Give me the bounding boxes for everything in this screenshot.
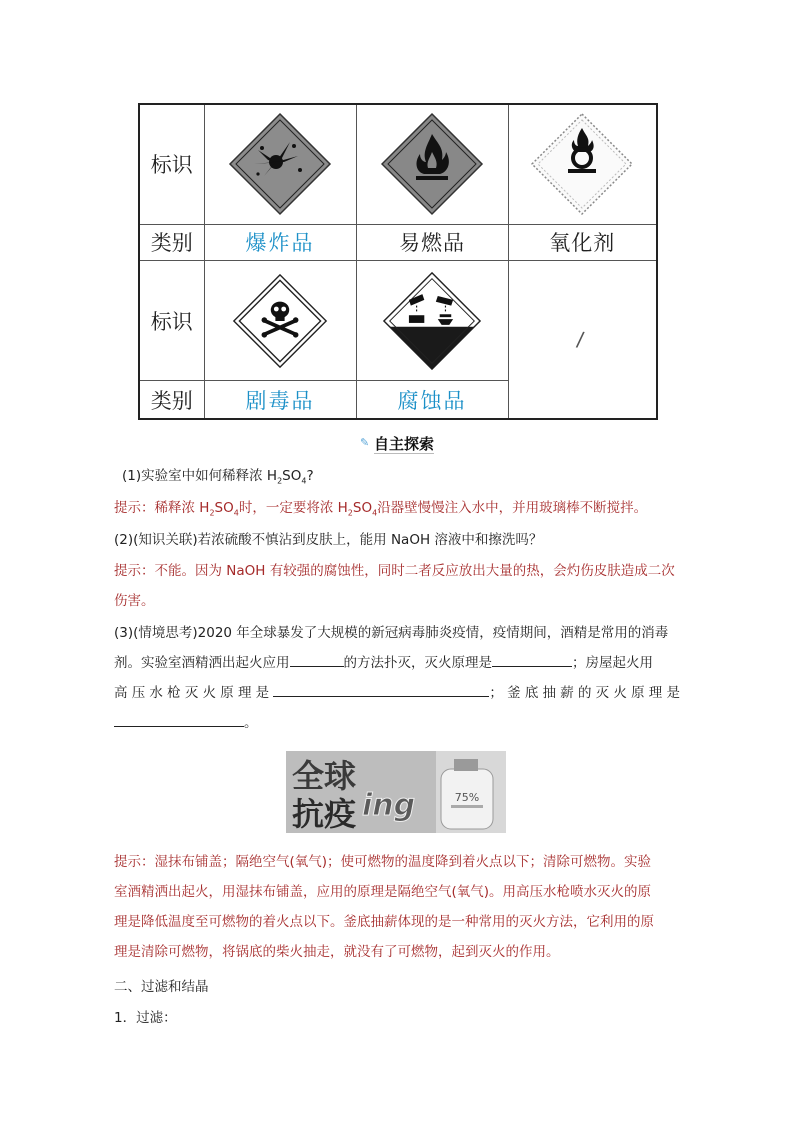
hint-2: 提示：不能。因为 NaOH 有较强的腐蚀性，同时二者反应放出大量的热，会灼伤皮肤造成二次 伤害。 <box>114 563 675 609</box>
empty-cell <box>508 260 657 419</box>
corrosive-icon <box>382 271 482 371</box>
bottle-label: 75% <box>454 791 480 804</box>
category-oxidizer: 氧化剂 <box>508 224 657 260</box>
hint-1: 提示：稀释浓 $H_2SO_4$时，一定要将浓 $H_2SO_4$沿器壁慢慢注入水中，并用玻璃棒不断搅拌。 <box>114 500 648 518</box>
row-label-category: 类别 <box>139 224 204 260</box>
section-heading <box>0 433 794 454</box>
flammable-cell <box>356 104 508 224</box>
answer-blank-3[interactable] <box>273 680 489 697</box>
hint-3: 提示：湿抹布铺盖；隔绝空气(氧气)；使可燃物的温度降到着火点以下；清除可燃物。实验 室酒精洒出起火，用湿抹布铺盖，应用的原理是隔绝空气(氧气)。用高压水枪喷水灭火的原 理是降低温度至可燃物的着火点以下。釜底抽薪体现的是一种常用的灭火方法，它利用的原 理是清除可燃物，将锅底的柴火抽走，就没有了可燃物，起到灭火的作用。 <box>114 854 654 960</box>
toxic-cell <box>204 260 356 380</box>
category-explosive: 爆炸品 <box>204 224 356 260</box>
row-label-symbol-2: 标识 <box>139 260 204 380</box>
section-2-title: 二、过滤和结晶 <box>114 979 209 995</box>
explosive-icon <box>228 112 332 216</box>
global-fight-epidemic-image <box>286 751 506 833</box>
category-flammable: 易燃品 <box>356 224 508 260</box>
question-3: (3)(情境思考)2020 年全球暴发了大规模的新冠病毒肺炎疫情，疫情期间，酒精是常用的消毒 剂。实验室酒精洒出起火应用 的方法扑灭，灭火原理是 ；房屋起火用 高压水枪灭火原理是 ；釜底抽薪的灭火原理是 。 <box>114 625 681 731</box>
image-text-top: 全球 <box>292 757 357 795</box>
corrosive-cell <box>356 260 508 380</box>
category-corrosive: 腐蚀品 <box>356 381 508 419</box>
flammable-icon <box>380 112 484 216</box>
category-toxic: 剧毒品 <box>204 381 356 419</box>
pencil-icon: ✎ <box>359 436 370 449</box>
explosive-cell <box>204 104 356 224</box>
oxidizer-icon <box>530 112 634 216</box>
image-text-ing: ing <box>362 788 416 823</box>
answer-blank-4[interactable] <box>114 710 244 727</box>
section-title: 自主探索 <box>373 435 434 453</box>
empty-slash: / <box>574 326 585 352</box>
answer-blank-2[interactable] <box>492 650 572 667</box>
hazard-symbol-table <box>138 103 658 420</box>
question-1: (1)实验室中如何稀释浓 $H_2SO_4$? <box>122 468 314 486</box>
item-1-filtration: 1．过滤： <box>114 1010 177 1026</box>
oxidizer-cell <box>508 104 657 224</box>
row-label-category-2: 类别 <box>139 381 204 419</box>
question-2: (2)(知识关联)若浓硫酸不慎沾到皮肤上，能用 NaOH 溶液中和擦洗吗？ <box>114 532 543 548</box>
answer-blank-1[interactable] <box>290 650 344 667</box>
row-label-symbol: 标识 <box>139 104 204 224</box>
toxic-icon <box>232 273 328 369</box>
image-text-bottom: 抗疫 <box>292 795 357 833</box>
